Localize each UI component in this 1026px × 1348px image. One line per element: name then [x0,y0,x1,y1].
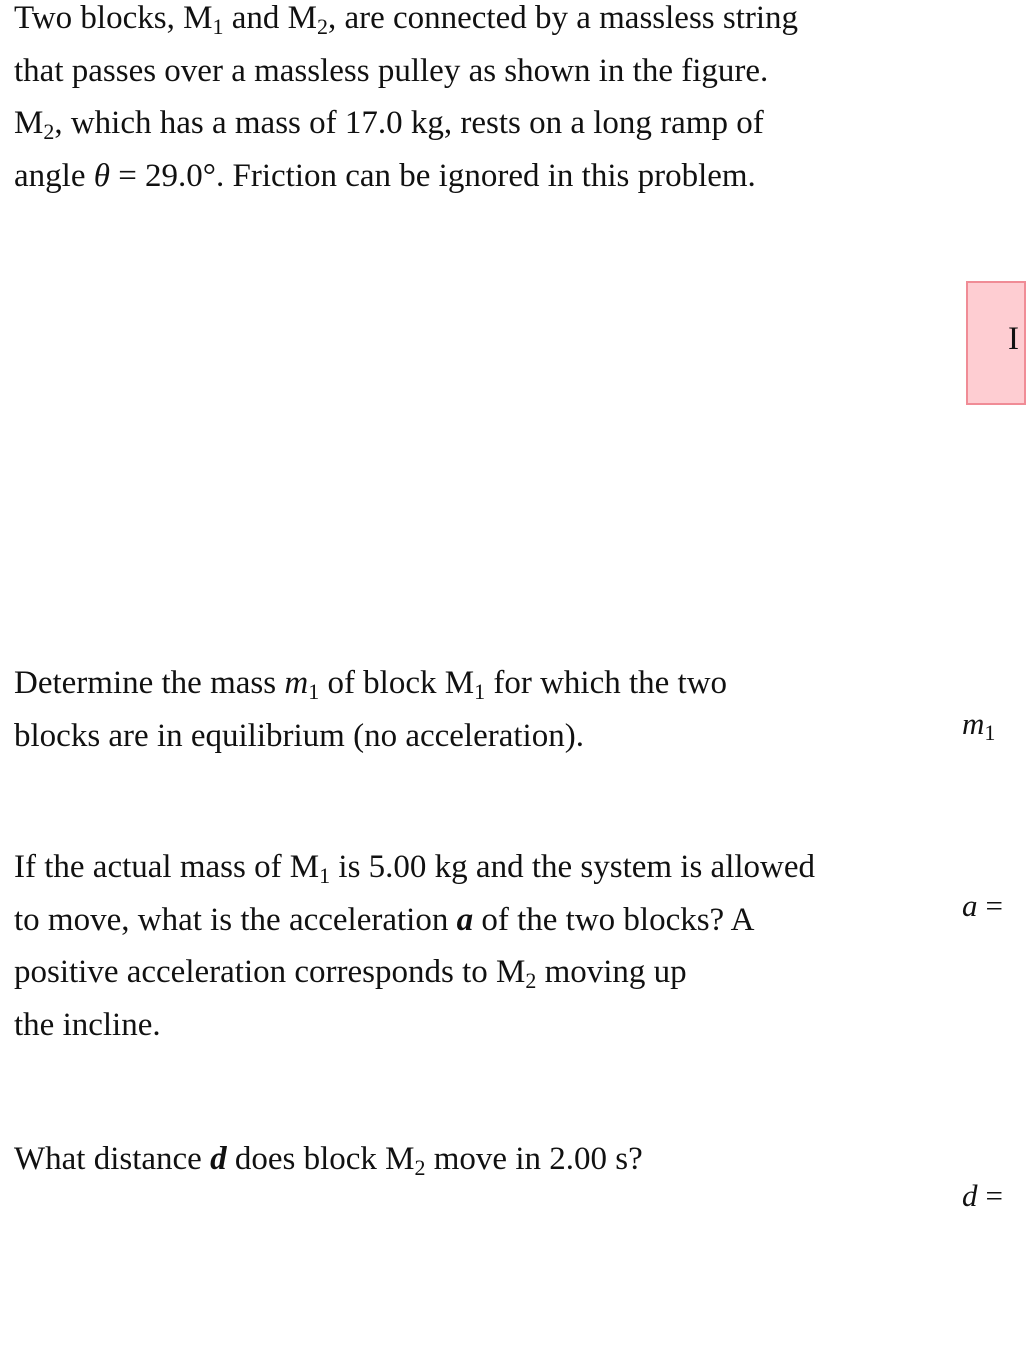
question-text: If the actual mass of M [14,849,320,885]
question-text: is 5.00 kg and the system is allowed [330,849,816,885]
mass-variable: m [284,665,309,701]
answer-variable: a [962,888,978,923]
q3-line-1 [14,1133,914,1186]
question-text: blocks are in equilibrium (no acceleration). [14,717,584,754]
intro-text: = 29.0°. Friction can be ignored in this problem. [109,157,756,194]
intro-text: , which has a mass of 17.0 kg, rests on a long ramp of [54,105,764,141]
q1-line-2 [14,710,914,763]
question-text: to move, what is the acceleration [14,901,457,938]
equals-sign: = [985,888,1003,923]
question-text: the incline. [14,1006,161,1043]
question-text: What distance [14,1141,211,1177]
subscript: 2 [43,119,55,144]
question-3 [14,1133,914,1186]
subscript: 1 [984,720,996,745]
acceleration-variable: a [456,901,474,938]
q2-line-1 [14,841,914,894]
subscript: 2 [525,968,537,993]
subscript: 1 [319,863,331,888]
intro-text: Two blocks, M [14,0,213,36]
equals-sign: = [985,1178,1003,1213]
theta-symbol: θ [93,157,110,194]
intro-line-1 [14,0,914,45]
intro-text: and M [223,0,317,36]
intro-line-3 [14,97,914,150]
problem-intro [14,0,914,202]
subscript: 2 [316,14,328,39]
subscript: 1 [474,679,486,704]
answer-variable: m [962,706,985,741]
subscript: 2 [414,1155,426,1180]
q2-line-3 [14,946,914,999]
intro-text: , are connected by a massless string [327,0,799,36]
intro-text: M [14,105,44,141]
feedback-glyph: I [1008,321,1019,357]
question-text: of the two blocks? A [473,901,755,938]
question-text: of block M [319,665,475,701]
question-text: for which the two [485,665,728,701]
question-text: positive acceleration corresponds to M [14,954,526,990]
question-text: Determine the mass [14,665,285,701]
question-text: moving up [536,954,687,990]
question-1 [14,657,914,762]
intro-line-4 [14,150,914,203]
distance-variable: d [210,1141,227,1177]
q2-line-2 [14,894,914,947]
intro-line-2 [14,45,914,98]
feedback-box [966,281,1026,405]
subscript: 1 [212,14,224,39]
question-text: move in 2.00 s? [425,1141,643,1177]
intro-text: that passes over a massless pulley as shown in the figure. [14,52,769,89]
answer-label-m1 [962,706,996,745]
answer-label-a [962,888,1003,924]
intro-text: angle [14,157,94,194]
answer-variable: d [962,1178,978,1213]
question-2 [14,841,914,1051]
question-text: does block M [226,1141,415,1177]
subscript: 1 [308,679,320,704]
q1-line-1 [14,657,914,710]
q2-line-4 [14,999,914,1052]
answer-label-d [962,1178,1003,1214]
